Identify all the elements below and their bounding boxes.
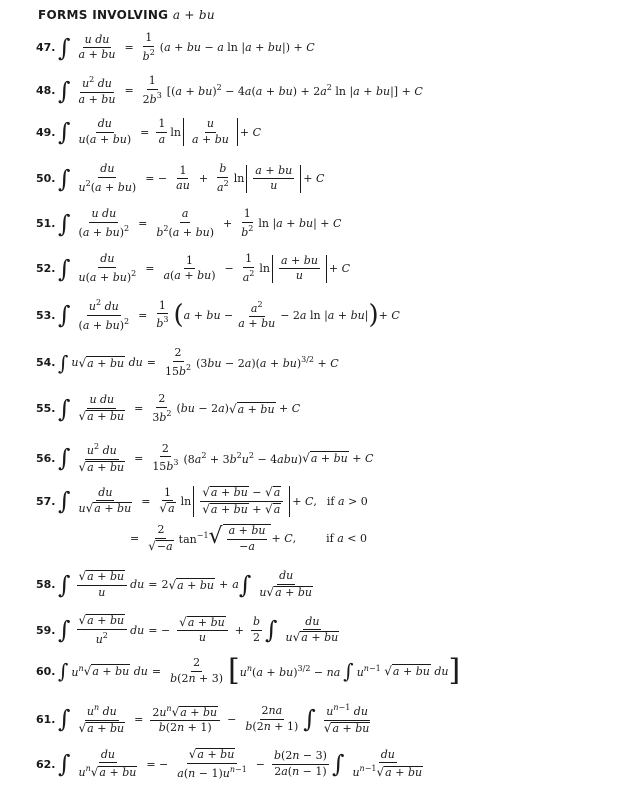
formula-58: 58. ∫ √ a + bu u du = 2 √ a + bu + a ∫ du u √ a + bu (36, 569, 312, 599)
formula-47: 47. ∫ $\frac{\text{u du}}{a + bu}$ = $\frac{1}{b^2}$ (a + bu − a ln |a + bu|) + C (36, 31, 315, 63)
section-heading (38, 8, 215, 22)
formula-number: 59. (36, 623, 56, 637)
formula-50: 50. ∫ $\frac{du}{u^2(a + bu)}$ = − $\frac{1}{au}$ + $\frac{b}{a^2}$ ln $\frac{a + bu}{u}$ + C (36, 162, 325, 194)
formula-number: 56. (36, 451, 56, 465)
formula-59: 59. ∫ √ a + bu $u^2$ du = − √ a + bu u + $\frac{b}{2}$ ∫ du u √ a + bu (36, 613, 339, 646)
formula-number: 53. (36, 308, 56, 322)
formula-57: 57. ∫ du u √ a + bu = 1 √ a ln √ a + bu − √ a √ a + bu + √ a + C, if a > 0 (36, 485, 368, 516)
formula-48: 48. ∫ $\frac{u^2 du}{a + bu}$ = $\frac{1}{2b^3}$ [$(a + bu)^2 - 4a(a + bu) + 2a^2$ ln |a + bu|] + C (36, 74, 423, 106)
formula-number: 57. (36, 494, 56, 508)
formula-51: 51. ∫ $\frac{\text{u du}}{(a + bu)^2}$ = $\frac{a}{b^2(a + bu)}$ + $\frac{1}{b^2}$ ln |a + bu| + C (36, 207, 342, 239)
formula-number: 50. (36, 172, 56, 186)
section-variable: a + bu (172, 8, 215, 22)
formula-49: 49. ∫ $\frac{du}{u(a + bu)}$ = $\frac{1}{a}$ ln $\frac{u}{a + bu}$ + C (36, 117, 262, 147)
formula-55: 55. ∫ u du √ a + bu = $\frac{2}{3b^2}$ (bu − 2a) √ a + bu + C (36, 392, 301, 424)
formula-number: 61. (36, 712, 56, 726)
formula-57-alt: = 2 √ −a $\tan^{-1}$ √ $\frac{a + bu}{-a}$ + C, if a < 0 (130, 523, 367, 553)
formula-number: 58. (36, 578, 56, 592)
formula-number: 60. (36, 664, 56, 678)
formula-62: 62. ∫ du $u^n$ √ a + bu = − √ a + bu $a(n - 1)u^{n-1}$ − $\frac{b(2n - 3)}{2a(n - 1)}$ ∫ du $u^{n-1}$ √ a + bu (36, 747, 423, 780)
formula-54: 54. ∫ u √ a + bu du = $\frac{2}{15b^2}$ (3bu − 2a)(a + bu)$^{3/2}$ + C (36, 346, 339, 378)
formula-number: 62. (36, 757, 56, 771)
formula-56: 56. ∫ $u^2$ du √ a + bu = $\frac{2}{15b^3}$ $(8a^2 + 3b^2u^2 - 4abu)$ √ a + bu + C (36, 441, 374, 474)
formula-61: 61. ∫ $u^n$ du √ a + bu = $2u^n$ √ a + bu b(2n + 1) − $\frac{2na}{b(2n + 1)}$ ∫ $u^{n-1}$ du √ a + bu (36, 703, 370, 735)
formula-number: 47. (36, 41, 56, 55)
formula-number: 55. (36, 402, 56, 416)
formula-number: 49. (36, 125, 56, 139)
formula-number: 52. (36, 262, 56, 276)
formula-60: 60. ∫ $u^n$ √ a + bu du = $\frac{2}{b(2n + 3)}$ [ $u^n(a + bu)^{3/2}$ − na ∫ $u^{n-1}$ √ a + bu du ] (36, 653, 461, 688)
formula-number: 51. (36, 217, 56, 231)
formula-52: 52. ∫ $\frac{du}{u(a + bu)^2}$ = $\frac{1}{a(a + bu)}$ − $\frac{1}{a^2}$ ln $\frac{a + bu}{u}$ + C (36, 252, 351, 284)
formula-53: 53. ∫ $\frac{u^2 du}{(a + bu)^2}$ = $\frac{1}{b^3}$ ( a + bu − $\frac{a^2}{a + bu}$ − 2a ln |a + bu| ) + C (36, 298, 400, 332)
formula-number: 48. (36, 84, 56, 98)
formula-number: 54. (36, 356, 56, 370)
section-title: FORMS INVOLVING (38, 8, 169, 22)
